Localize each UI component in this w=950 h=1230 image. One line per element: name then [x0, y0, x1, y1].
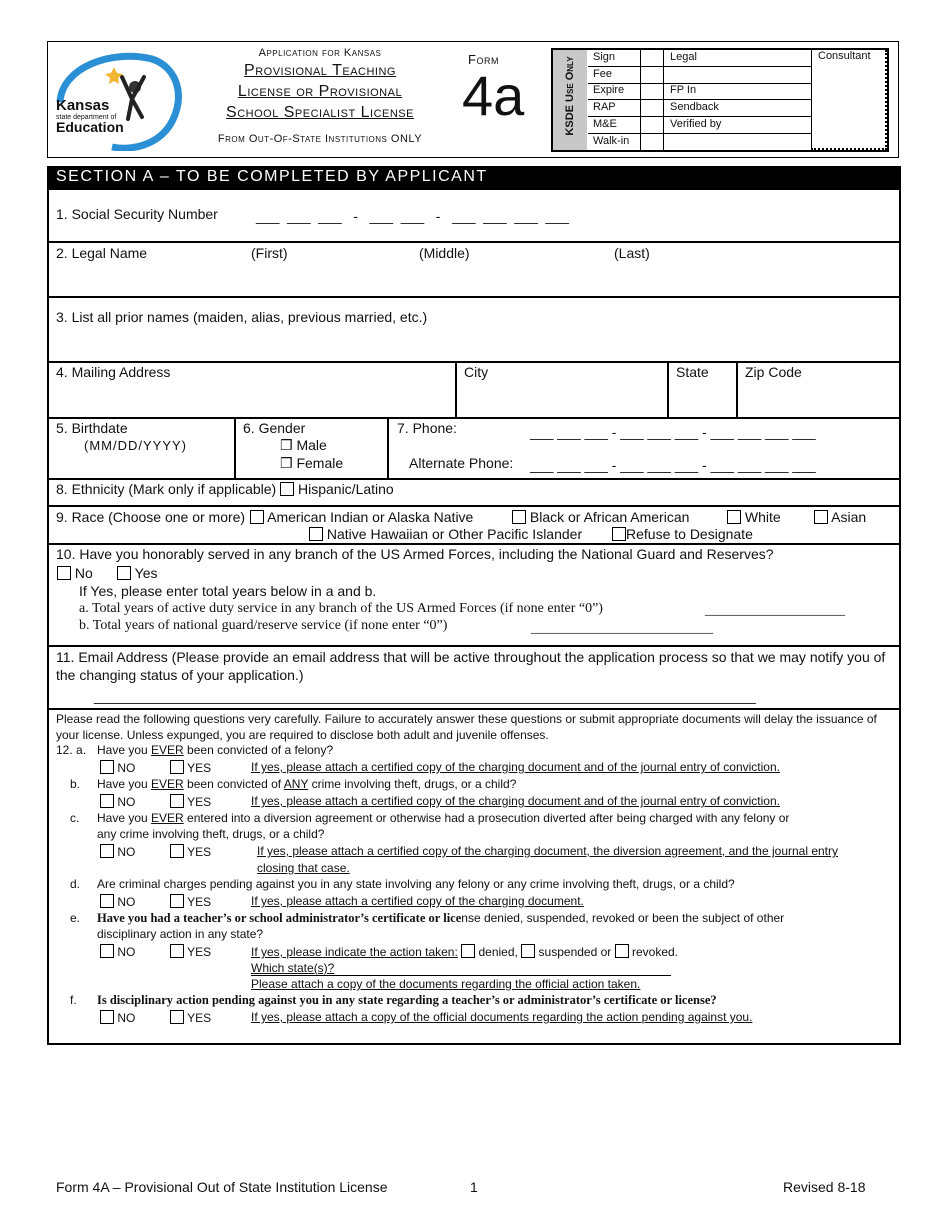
q5-label: 5. Birthdate [56, 420, 128, 436]
ksde-row [588, 83, 811, 100]
ksde-cell: Expire [593, 84, 625, 97]
q10-b-label: b. Total years of national guard/reserve service (if none enter “0”) [79, 618, 448, 633]
ksde-row [588, 100, 811, 117]
q10-if-yes: If Yes, please enter total years below in a and b. [79, 583, 377, 599]
footer-form-name: Form 4A – Provisional Out of State Institution License [56, 1179, 388, 1195]
alt-phone-input[interactable]: ___ ___ ___ - ___ ___ ___ - ___ ___ ___ ___ [530, 457, 816, 473]
footer-page-number: 1 [470, 1179, 478, 1195]
checkbox[interactable] [170, 760, 184, 774]
q9-label: 9. Race (Choose one or more) [56, 509, 246, 525]
checkbox[interactable] [57, 566, 71, 580]
divider [47, 241, 901, 243]
ksde-cell: Walk-in [593, 134, 630, 147]
phone-input[interactable]: ___ ___ ___ - ___ ___ ___ - ___ ___ ___ ___ [530, 424, 816, 440]
q11-label: 11. Email Address (Please provide an email address that will be active throughout the application process so that we may notify you of the changing status of your application.) [56, 649, 886, 683]
ssn-input[interactable]: ___ ___ ___ - ___ ___ - ___ ___ ___ ___ [256, 208, 569, 224]
divider [736, 361, 738, 418]
checkbox[interactable] [100, 844, 114, 858]
checkbox[interactable] [512, 510, 526, 524]
q12f-note: If yes, please attach a copy of the official documents regarding the action pending against you. [251, 1010, 753, 1024]
form-label: Form [468, 52, 499, 67]
app-for-label: Application for Kansas [258, 47, 382, 59]
legal-name-field[interactable] [50, 265, 898, 295]
no-label: No [74, 565, 93, 581]
q12b-num: b. [70, 777, 81, 791]
race-white[interactable] [727, 509, 781, 525]
logo-name-line1: Kansas [56, 97, 110, 114]
denied-checkbox[interactable] [461, 944, 475, 958]
suspended-checkbox[interactable] [521, 944, 535, 958]
logo-name-line2: state department of [56, 114, 117, 121]
q7-label: 7. Phone: [397, 420, 457, 436]
q8-label: 8. Ethnicity (Mark only if applicable) [56, 481, 277, 497]
last-name-label: (Last) [614, 245, 650, 261]
divider [667, 361, 669, 418]
q12e-actions: If yes, please indicate the action taken: denied, suspended or revoked. [251, 945, 678, 959]
q12e-num: e. [70, 911, 81, 925]
q2-label: 2. Legal Name [56, 245, 148, 261]
checkbox[interactable] [100, 944, 114, 958]
checkbox[interactable] [612, 527, 626, 541]
ksde-cell: FP In [670, 84, 697, 97]
divider [47, 645, 901, 647]
race-label: White [744, 509, 781, 525]
q10-label: 10. Have you honorably served in any branch of the US Armed Forces, including the National Guard and Reserves? [56, 546, 774, 562]
ksde-check-cell[interactable] [640, 50, 664, 66]
q12-intro: Please read the following questions very carefully. Failure to accurately answer these questions or submit appropriate documents will delay the issuance of your license. Unless expunged, you are required to disclose both adult and juvenile offenses. [56, 712, 877, 742]
first-name-label: (First) [251, 245, 288, 261]
q12f-question: Is disciplinary action pending against you in any state regarding a teacher’s or administrator’s certificate or license? [97, 993, 717, 1007]
divider [387, 417, 389, 479]
q12c-note2: closing that case. [257, 861, 350, 875]
divider [47, 708, 901, 710]
q12e-which-state[interactable]: Which state(s)? [251, 961, 671, 976]
q10-b-input[interactable]: __________________________ [531, 621, 713, 636]
q12e-yes[interactable]: YES [170, 944, 211, 959]
q12b-no[interactable]: NO [100, 794, 135, 809]
q6-label: 6. Gender [243, 420, 306, 436]
checkbox[interactable] [170, 844, 184, 858]
divider [455, 361, 457, 418]
race-american-indian[interactable] [250, 509, 473, 525]
divider [47, 478, 901, 480]
q10-a-input[interactable]: ____________________ [705, 603, 845, 618]
race-native-hawaiian[interactable] [309, 526, 582, 542]
checkbox-icon[interactable]: ❒ [280, 455, 293, 471]
q12d-num: d. [70, 877, 81, 891]
race-refuse[interactable] [612, 526, 753, 542]
q12e-no[interactable]: NO [100, 944, 135, 959]
section-a-title: SECTION A – TO BE COMPLETED BY APPLICANT [56, 168, 488, 185]
birthdate-format: (MM/DD/YYYY) [84, 438, 187, 453]
form-number: 4a [462, 64, 525, 127]
race-label: Asian [831, 509, 867, 525]
q12b-question: Have you EVER been convicted of ANY crime involving theft, drugs, or a child? [97, 777, 517, 791]
divider [47, 361, 901, 363]
q10-a-label: a. Total years of active duty service in any branch of the US Armed Forces (if none enter “0”) [79, 601, 603, 616]
ksde-check-cell[interactable] [640, 83, 664, 99]
revoked-checkbox[interactable] [615, 944, 629, 958]
race-label: American Indian or Alaska Native [267, 509, 474, 525]
checkbox[interactable] [100, 1010, 114, 1024]
ksde-row [588, 117, 811, 134]
q10-yes-option[interactable] [117, 565, 157, 581]
q12c-yes[interactable]: YES [170, 844, 211, 859]
q12d-question: Are criminal charges pending against you in any state involving any felony or any crime involving theft, drugs, or a child? [97, 877, 735, 891]
q12a-yes[interactable]: YES [170, 760, 211, 775]
q12c-note: If yes, please attach a certified copy of the charging document, the diversion agreement, and the journal entry [257, 844, 839, 858]
divider [47, 417, 901, 419]
ksde-logo [52, 47, 187, 151]
prior-names-field[interactable] [50, 330, 898, 360]
q12a-no[interactable]: NO [100, 760, 135, 775]
zip-label: Zip Code [745, 364, 802, 380]
checkbox[interactable] [100, 894, 114, 908]
q4-label: 4. Mailing Address [56, 364, 171, 380]
ksde-cell: Legal [670, 51, 697, 63]
checkbox[interactable] [727, 510, 741, 524]
ksde-check-cell[interactable] [640, 134, 664, 150]
consultant-label: Consultant [818, 50, 871, 62]
divider [47, 543, 901, 545]
q12e-question: Have you had a teacher’s or school administrator’s certificate or license denied, suspended, revoked or been the subject of other [97, 911, 785, 925]
race-label: Native Hawaiian or Other Pacific Islander [326, 526, 583, 542]
ksde-cell: Sign [593, 51, 616, 63]
divider [234, 417, 236, 479]
yes-label: Yes [134, 565, 158, 581]
q12f-num: f. [70, 993, 77, 1007]
checkbox[interactable] [170, 894, 184, 908]
gender-female-option[interactable] [280, 455, 343, 472]
race-label: Black or African American [529, 509, 690, 525]
q12d-note: If yes, please attach a certified copy of the charging document. [251, 894, 584, 908]
q10-no-option[interactable] [57, 565, 93, 581]
divider [47, 505, 901, 507]
q12c-line2: any crime involving theft, drugs, or a child? [97, 827, 325, 841]
checkbox[interactable] [309, 527, 323, 541]
male-label: Male [296, 437, 327, 453]
q12e-attach: Please attach a copy of the documents regarding the official action taken. [251, 977, 641, 991]
ksde-row [588, 67, 811, 84]
from-line: From Out-Of-State Institutions ONLY [217, 133, 423, 145]
checkbox[interactable] [814, 510, 828, 524]
gender-male-option[interactable] [280, 437, 327, 454]
q12c-question: Have you EVER entered into a diversion agreement or otherwise had a prosecution diverted after being charged with any felony or [97, 811, 790, 825]
q12f-yes[interactable]: YES [170, 1010, 211, 1025]
ksde-label: KSDE Use Only [564, 56, 576, 136]
checkbox[interactable] [100, 794, 114, 808]
ksde-cell: RAP [593, 101, 616, 114]
checkbox-icon[interactable]: ❒ [280, 437, 293, 453]
q12c-num: c. [70, 811, 80, 825]
q12b-yes[interactable]: YES [170, 794, 211, 809]
checkbox[interactable] [170, 1010, 184, 1024]
title-line3: School Specialist License [226, 104, 414, 121]
ksde-check-cell[interactable] [640, 67, 664, 83]
state-label: State [676, 364, 709, 380]
q12a-question: Have you EVER been convicted of a felony? [97, 743, 334, 757]
ksde-check-cell[interactable] [640, 117, 664, 133]
q12b-note: If yes, please attach a certified copy of the charging document and of the journal entry of conviction. [251, 794, 780, 808]
race-label: Refuse to Designate [626, 526, 753, 542]
checkbox[interactable] [250, 510, 264, 524]
ksde-row [588, 50, 811, 67]
q12d-no[interactable]: NO [100, 894, 135, 909]
checkbox[interactable] [117, 566, 131, 580]
race-black[interactable] [512, 509, 689, 525]
q1-label: 1. Social Security Number [56, 206, 218, 222]
q12a-note: If yes, please attach a certified copy of the charging document and of the journal entry of conviction. [251, 760, 780, 774]
q3-label: 3. List all prior names (maiden, alias, previous married, etc.) [56, 309, 428, 325]
checkbox[interactable] [100, 760, 114, 774]
hispanic-label: Hispanic/Latino [297, 481, 394, 497]
divider [47, 296, 901, 298]
q12f-no[interactable]: NO [100, 1010, 135, 1025]
title-line2: License or Provisional [237, 83, 403, 100]
q12e-line2: disciplinary action in any state? [97, 927, 264, 941]
footer-revised: Revised 8-18 [783, 1179, 866, 1195]
ksde-cell: Fee [593, 67, 612, 80]
checkbox[interactable] [170, 944, 184, 958]
email-input[interactable]: _____________________________________________________________________________________ [94, 688, 756, 704]
ksde-row [588, 134, 811, 151]
hispanic-checkbox[interactable] [280, 482, 294, 496]
q8-row [56, 481, 394, 497]
middle-name-label: (Middle) [419, 245, 470, 261]
q12d-yes[interactable]: YES [170, 894, 211, 909]
logo-name-line3: Education [56, 119, 124, 135]
title-line1: Provisional Teaching [244, 62, 396, 79]
q12c-no[interactable]: NO [100, 844, 135, 859]
ksde-cell: Sendback [670, 101, 719, 114]
alt-phone-label: Alternate Phone: [409, 455, 514, 471]
female-label: Female [296, 455, 344, 471]
ksde-cell: M&E [593, 117, 617, 130]
q12a-num: 12. a. [56, 743, 87, 757]
ksde-check-cell[interactable] [640, 100, 664, 116]
city-label: City [464, 364, 489, 380]
ksde-cell: Verified by [670, 117, 722, 130]
race-asian[interactable] [814, 509, 866, 525]
checkbox[interactable] [170, 794, 184, 808]
consultant-box [811, 50, 887, 150]
